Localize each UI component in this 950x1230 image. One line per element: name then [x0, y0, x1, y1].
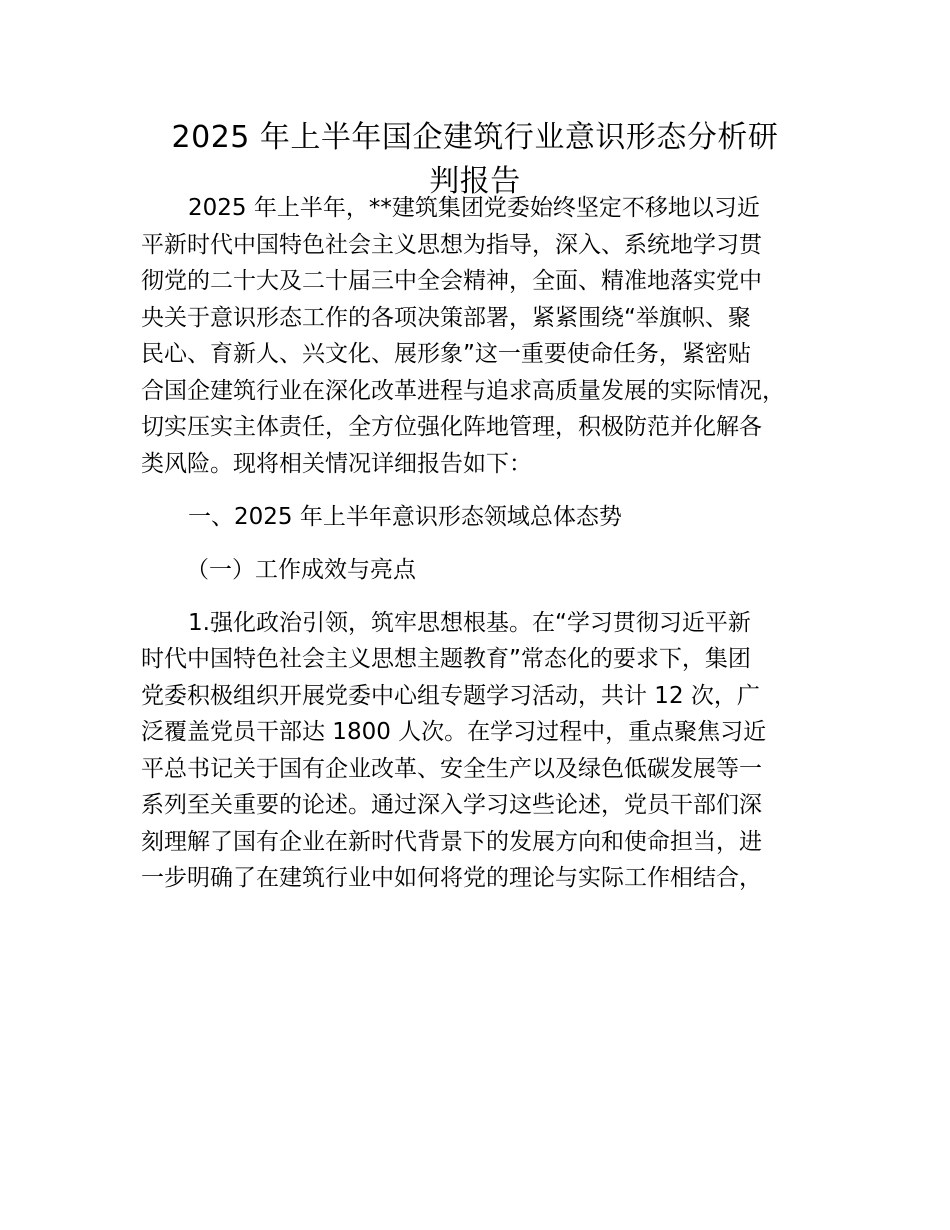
text-line: 平新时代中国特色社会主义思想为指导，深入、系统地学习贯 — [141, 231, 762, 258]
text-line: 央关于意识形态工作的各项决策部署，紧紧围绕“举旗帜、聚 — [141, 304, 751, 331]
body-paragraph — [141, 605, 841, 897]
text-line: 一步明确了在建筑行业中如何将党的理论与实际工作相结合， — [141, 865, 762, 891]
text-line: 2025 年上半年，**建筑集团党委始终坚定不移地以习近 — [188, 195, 760, 221]
text-line: 刻理解了国有企业在新时代背景下的发展方向和使命担当，进 — [141, 828, 762, 855]
text-line: 类风险。现将相关情况详细报告如下： — [141, 450, 532, 477]
intro-paragraph — [141, 190, 841, 482]
text-line: 系列至关重要的论述。通过深入学习这些论述，党员干部们深 — [141, 792, 762, 818]
text-line: 泛覆盖党员干部达 1800 人次。在学习过程中，重点聚焦习近 — [141, 719, 767, 745]
text-line: 党委积极组织开展党委中心组专题学习活动，共计 12 次，广 — [141, 682, 760, 709]
text-line: 切实压实主体责任，全方位强化阵地管理，积极防范并化解各 — [141, 414, 762, 440]
text-line: 1.强化政治引领，筑牢思想根基。在“学习贯彻习近平新 — [188, 609, 751, 636]
section-heading-2: （一）工作成效与亮点 — [186, 556, 416, 583]
text-line: 平总书记关于国有企业改革、安全生产以及绿色低碳发展等一 — [141, 755, 762, 782]
text-line: 合国企建筑行业在深化改革进程与追求高质量发展的实际情况， — [141, 377, 785, 404]
title-line: 2025 年上半年国企建筑行业意识形态分析研 — [171, 120, 779, 155]
title-line: 判报告 — [429, 164, 521, 199]
document-body — [141, 190, 841, 897]
section-heading-1: 一、2025 年上半年意识形态领域总体态势 — [188, 503, 622, 530]
text-line: 彻党的二十大及二十届三中全会精神，全面、精准地落实党中 — [141, 268, 762, 294]
text-line: 时代中国特色社会主义思想主题教育”常态化的要求下，集团 — [141, 646, 751, 672]
text-line: 民心、育新人、兴文化、展形象”这一重要使命任务，紧密贴 — [141, 341, 751, 367]
